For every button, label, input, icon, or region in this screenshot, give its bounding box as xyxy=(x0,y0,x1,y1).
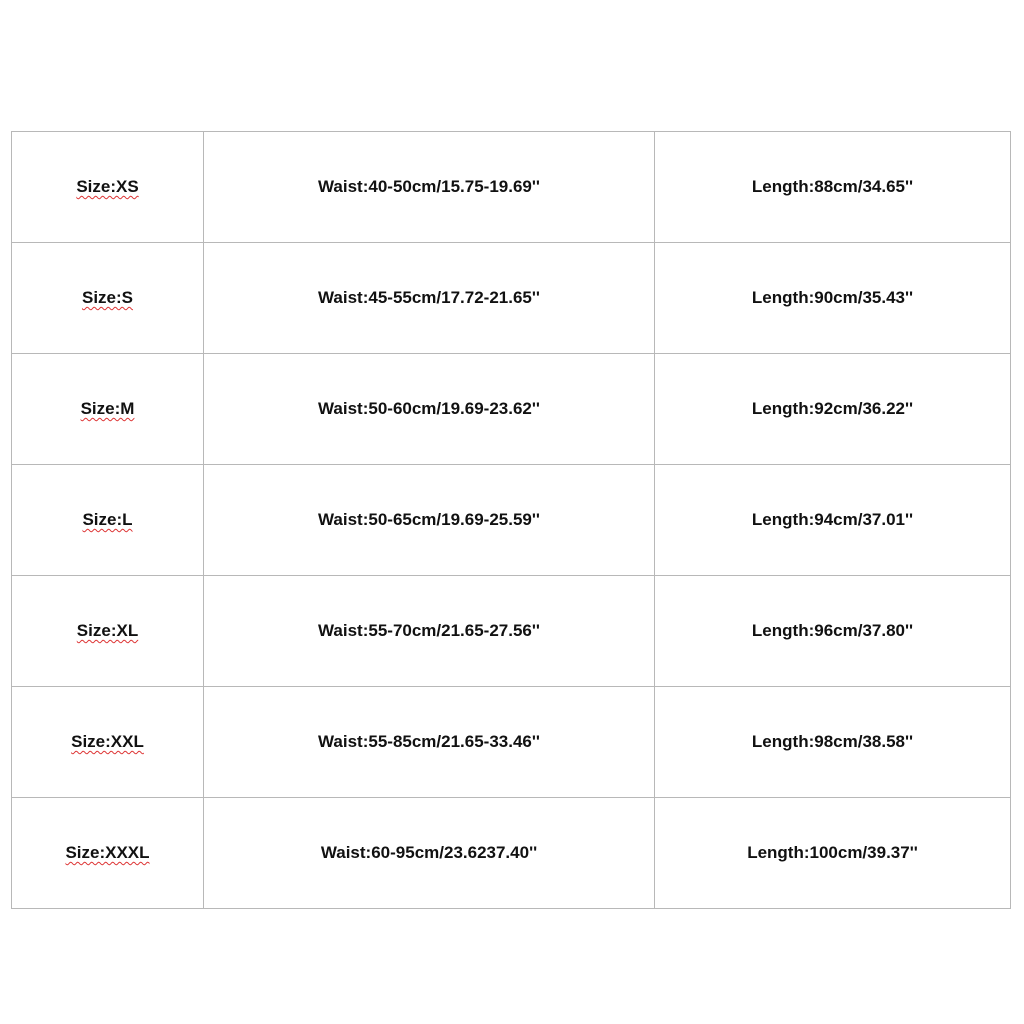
length-cell: Length:92cm/36.22'' xyxy=(655,354,1011,465)
size-label: Size:XS xyxy=(76,177,139,196)
waist-cell: Waist:55-85cm/21.65-33.46'' xyxy=(204,687,655,798)
length-cell: Length:90cm/35.43'' xyxy=(655,243,1011,354)
size-cell xyxy=(12,465,204,576)
length-cell: Length:100cm/39.37'' xyxy=(655,798,1011,909)
size-label: Size:S xyxy=(81,288,134,307)
table-row xyxy=(12,687,1011,798)
size-cell xyxy=(12,354,204,465)
size-cell xyxy=(12,132,204,243)
waist-cell: Waist:55-70cm/21.65-27.56'' xyxy=(204,576,655,687)
waist-cell: Waist:60-95cm/23.6237.40'' xyxy=(204,798,655,909)
table-row xyxy=(12,243,1011,354)
length-cell: Length:94cm/37.01'' xyxy=(655,465,1011,576)
length-cell: Length:96cm/37.80'' xyxy=(655,576,1011,687)
table-row xyxy=(12,354,1011,465)
waist-cell: Waist:45-55cm/17.72-21.65'' xyxy=(204,243,655,354)
size-label: Size:L xyxy=(82,510,133,529)
waist-cell: Waist:40-50cm/15.75-19.69'' xyxy=(204,132,655,243)
size-cell xyxy=(12,243,204,354)
size-chart-table xyxy=(11,131,1011,909)
size-cell xyxy=(12,687,204,798)
table-row xyxy=(12,798,1011,909)
waist-cell: Waist:50-60cm/19.69-23.62'' xyxy=(204,354,655,465)
table-row xyxy=(12,465,1011,576)
size-label: Size:M xyxy=(80,399,135,418)
size-cell xyxy=(12,576,204,687)
length-cell: Length:88cm/34.65'' xyxy=(655,132,1011,243)
waist-cell: Waist:50-65cm/19.69-25.59'' xyxy=(204,465,655,576)
length-cell: Length:98cm/38.58'' xyxy=(655,687,1011,798)
size-cell xyxy=(12,798,204,909)
size-label: Size:XXL xyxy=(71,732,144,751)
size-label: Size:XXXL xyxy=(65,843,150,862)
table-row xyxy=(12,576,1011,687)
table-row xyxy=(12,132,1011,243)
size-label: Size:XL xyxy=(76,621,139,640)
